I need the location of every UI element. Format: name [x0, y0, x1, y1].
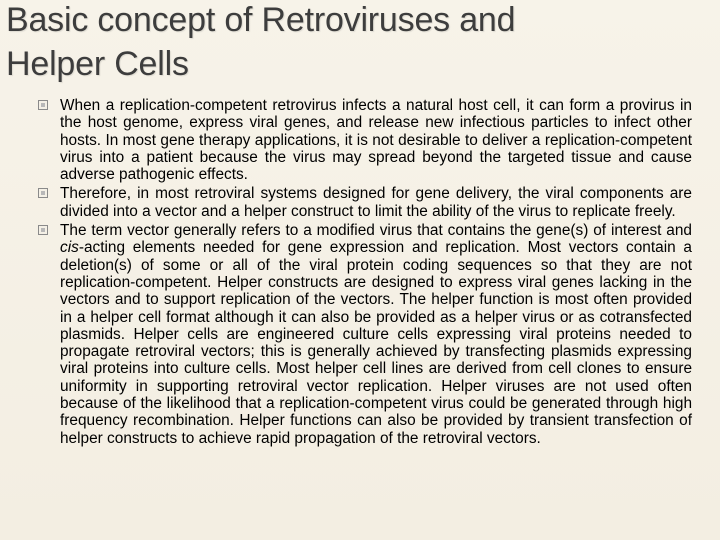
square-bullet-icon [38, 188, 48, 198]
square-bullet-icon [38, 100, 48, 110]
bullet-item [38, 97, 692, 183]
bullet-text-part-2: -acting elements needed for gene expression and replication. Most vectors contain a deletion(s) of some or all of the viral protein coding sequences so that they are not replication-competent. Helper constructs are designed to express viral genes lacking in the vectors and to support replication of the vectors. The helper function is most often provided in a helper cell format although it can also be provided as a helper virus or as cotransfected plasmids. Helper cells are engineered culture cells expressing viral proteins needed to propagate retroviral vectors; this is generally achieved by transfecting plasmids expressing viral proteins into culture cells. Most helper cell lines are derived from cell clones to ensure uniformity in supporting retroviral vector replication. Helper viruses are not used often because of the likelihood that a replication-competent virus could be generated through high frequency recombination. Helper functions can also be provided by transient transfection of helper constructs to achieve rapid propagation of the retroviral vectors. [60, 239, 692, 447]
bullet-text: When a replication-competent retrovirus infects a natural host cell, it can form a provirus in the host genome, express viral genes, and release new infectious particles to infect other hosts. In most gene therapy applications, it is not desirable to deliver a replication-competent virus into a patient because the virus may spread beyond the targeted tissue and cause adverse pathogenic effects. [60, 97, 692, 184]
slide-title-line-2: Helper Cells [6, 45, 189, 83]
square-bullet-icon [38, 225, 48, 235]
bullet-text-italic: cis [60, 239, 79, 257]
bullet-text: Therefore, in most retroviral systems designed for gene delivery, the viral components are divided into a vector and a helper construct to limit the ability of the virus to replicate freely. [60, 185, 692, 220]
slide-title [6, 0, 706, 86]
slide-title-line-1: Basic concept of Retroviruses and [6, 1, 516, 39]
bullet-item [38, 185, 692, 220]
bullet-item [38, 222, 692, 447]
bullet-list [38, 97, 692, 449]
bullet-text-part-1: The term vector generally refers to a modified virus that contains the gene(s) of interest and [60, 222, 692, 240]
